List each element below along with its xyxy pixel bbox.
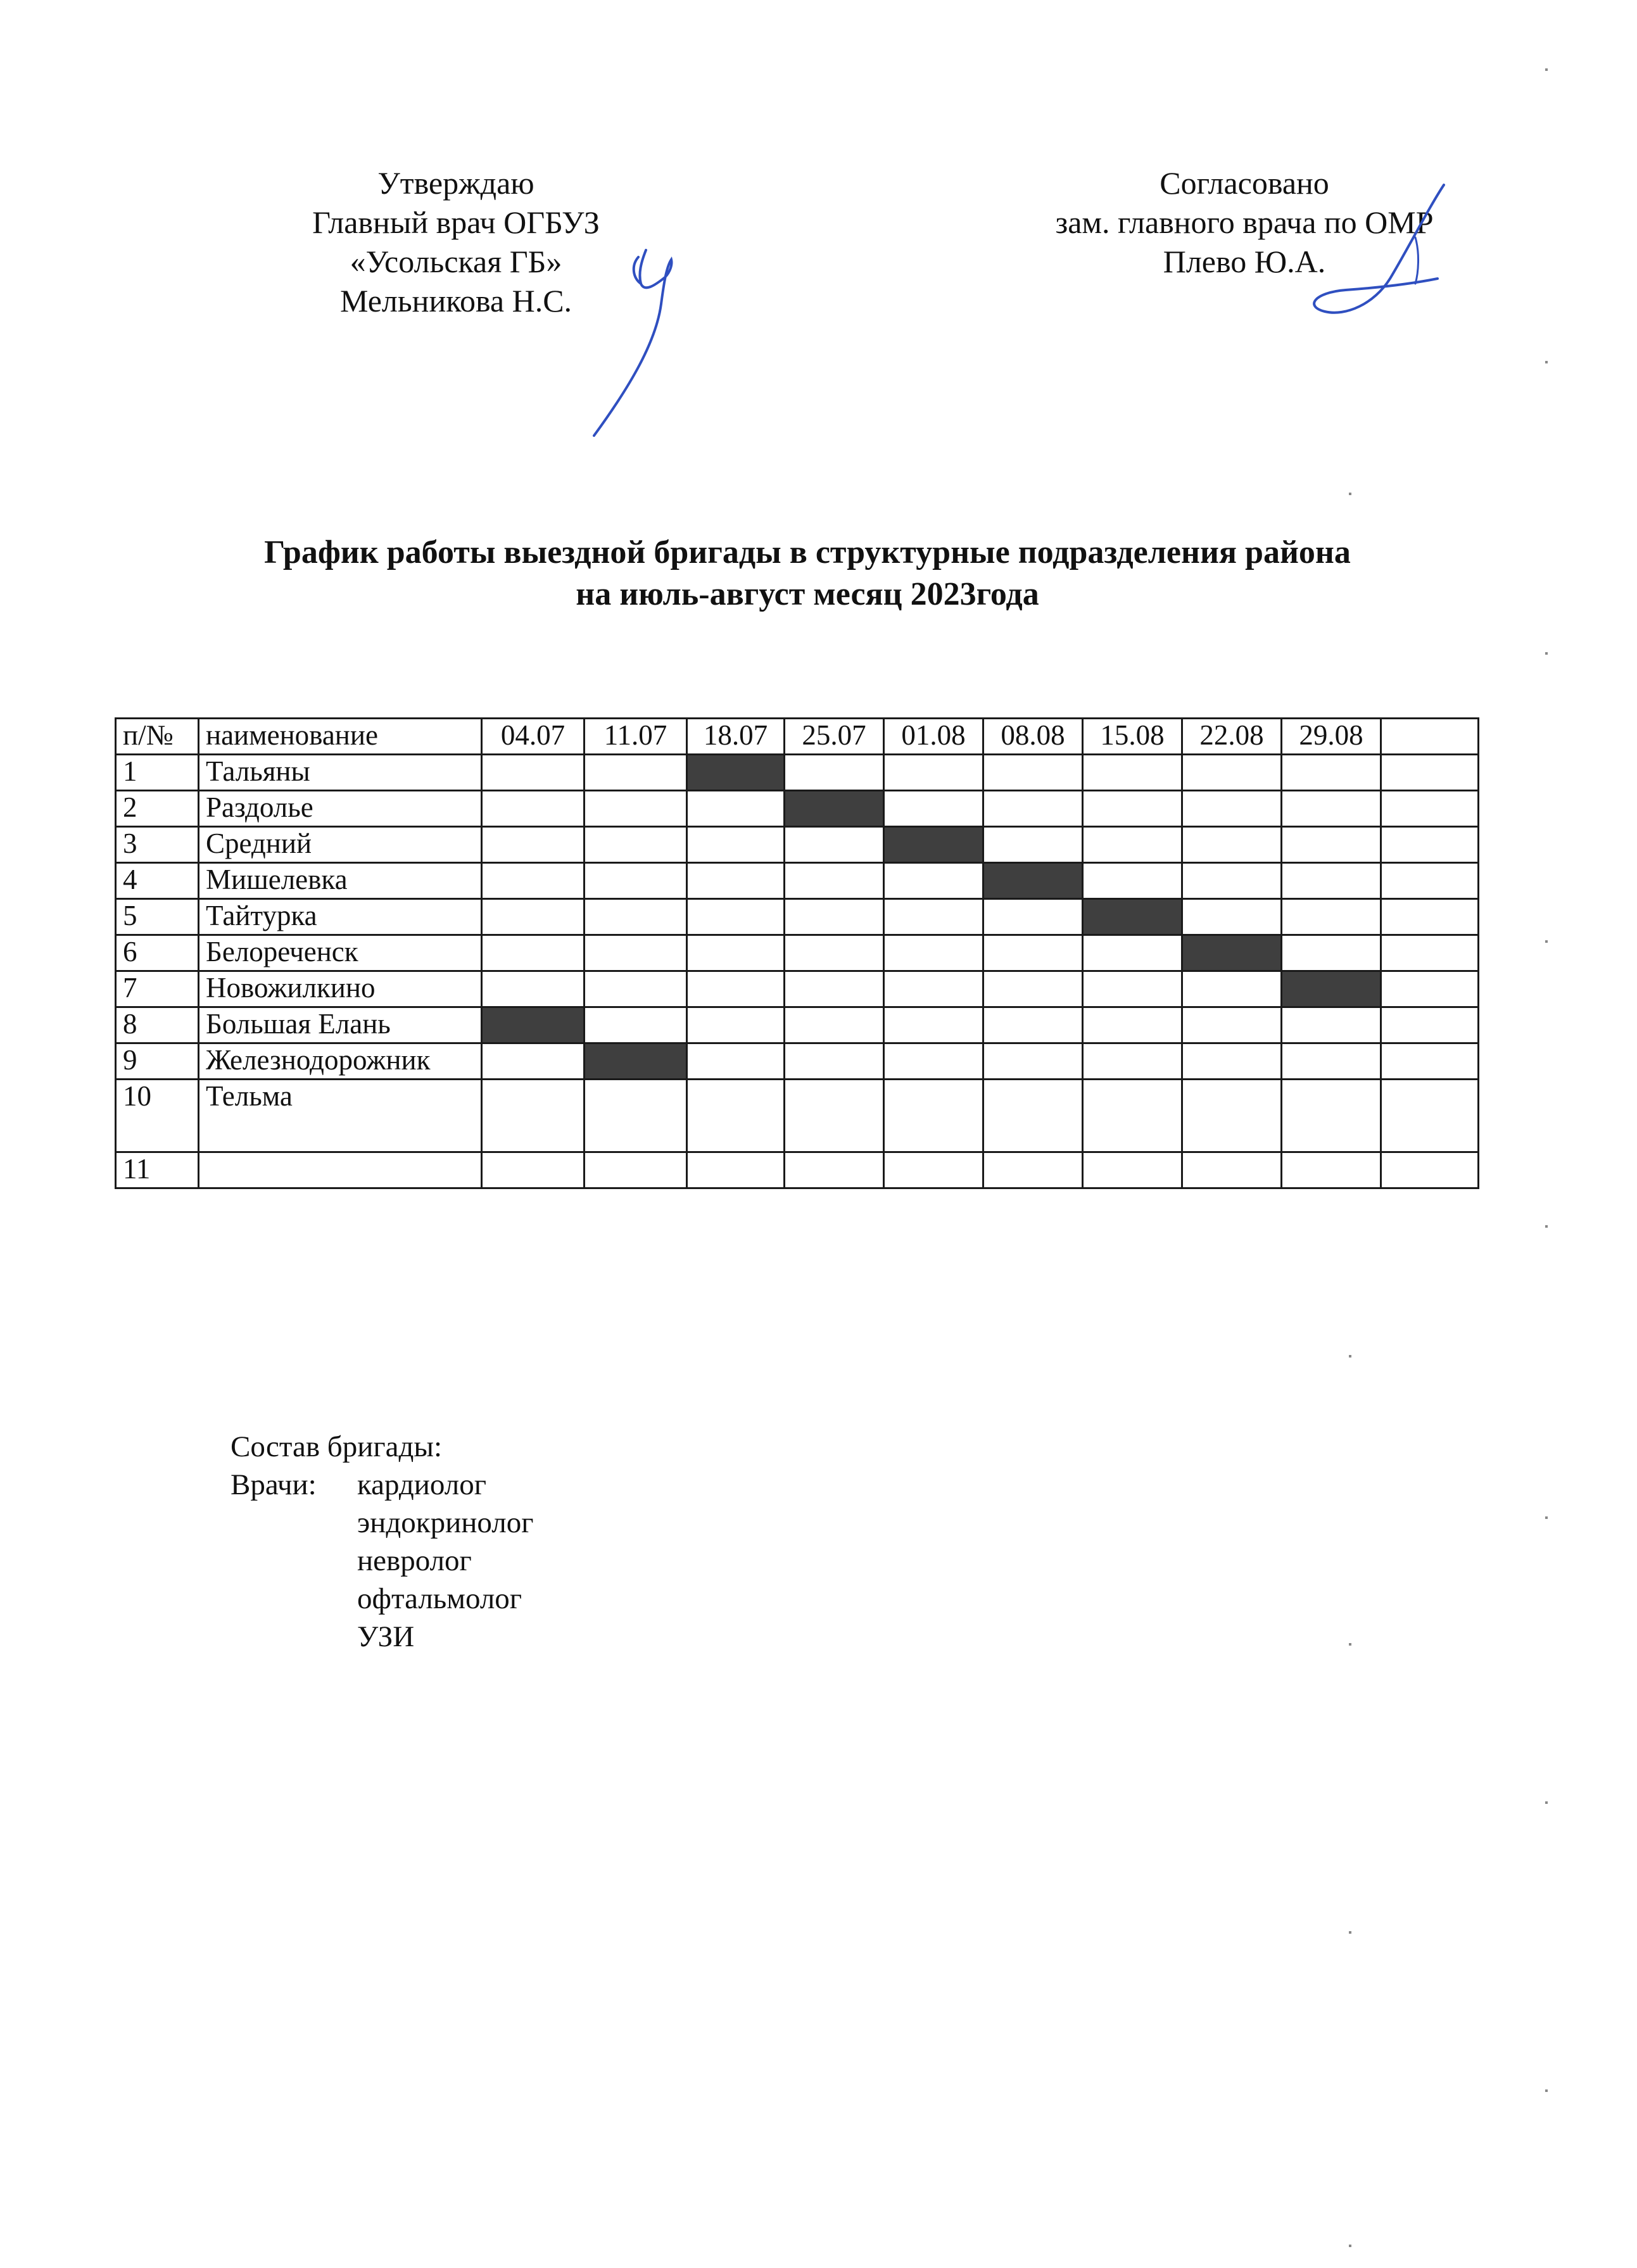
schedule-cell (482, 791, 585, 827)
table-header-row (116, 719, 1479, 755)
scan-dot (1545, 940, 1548, 943)
schedule-cell (1083, 1007, 1182, 1043)
schedule-cell (482, 935, 585, 971)
schedule-cell (983, 899, 1083, 935)
header-date: 01.08 (884, 719, 983, 755)
scan-dot (1349, 1931, 1351, 1934)
schedule-cell (482, 971, 585, 1007)
schedule-cell (687, 1152, 785, 1188)
table-row (116, 755, 1479, 791)
scan-dot (1545, 2089, 1548, 2092)
schedule-cell (585, 827, 687, 863)
schedule-cell (1182, 1043, 1282, 1080)
schedule-cell (1282, 1152, 1381, 1188)
schedule-cell (1182, 755, 1282, 791)
schedule-cell (1083, 1080, 1182, 1152)
schedule-cell (884, 1152, 983, 1188)
schedule-cell (1083, 1152, 1182, 1188)
header-date: 15.08 (1083, 719, 1182, 755)
schedule-cell (1381, 1007, 1479, 1043)
schedule-cell (687, 1080, 785, 1152)
schedule-cell (687, 791, 785, 827)
schedule-cell (687, 971, 785, 1007)
table-row (116, 1152, 1479, 1188)
schedule-cell (785, 935, 884, 971)
schedule-cell (983, 1152, 1083, 1188)
row-num: 9 (116, 1043, 199, 1080)
schedule-cell (1083, 935, 1182, 971)
row-num: 7 (116, 971, 199, 1007)
table-row (116, 971, 1479, 1007)
schedule-cell (1182, 1007, 1282, 1043)
schedule-cell (785, 755, 884, 791)
schedule-cell (884, 971, 983, 1007)
schedule-cell (482, 1043, 585, 1080)
header-date: 04.07 (482, 719, 585, 755)
schedule-cell (1381, 863, 1479, 899)
schedule-cell (1182, 827, 1282, 863)
title-line-2: на июль-август месяц 2023года (576, 576, 1039, 612)
schedule-cell (1182, 863, 1282, 899)
row-name: Железнодорожник (199, 1043, 482, 1080)
schedule-cell (1282, 791, 1381, 827)
row-name: Тальяны (199, 755, 482, 791)
scan-dot (1545, 1801, 1548, 1804)
table-row (116, 1080, 1479, 1152)
table-row (116, 899, 1479, 935)
schedule-cell (1381, 755, 1479, 791)
doctor-role: невролог (357, 1544, 472, 1577)
row-num: 8 (116, 1007, 199, 1043)
agreement-person: Плево Ю.А. (1163, 244, 1326, 279)
schedule-cell (884, 1043, 983, 1080)
schedule-cell-filled (1182, 935, 1282, 971)
schedule-cell (1381, 899, 1479, 935)
schedule-cell (785, 1080, 884, 1152)
schedule-cell (585, 1007, 687, 1043)
schedule-cell (785, 827, 884, 863)
schedule-cell (884, 1007, 983, 1043)
header-date: 11.07 (585, 719, 687, 755)
row-name: Средний (199, 827, 482, 863)
schedule-cell (884, 1080, 983, 1152)
table-row (116, 1043, 1479, 1080)
schedule-cell (687, 935, 785, 971)
agreement-position: зам. главного врача по ОМР (1055, 205, 1434, 240)
row-num: 3 (116, 827, 199, 863)
schedule-cell (785, 971, 884, 1007)
schedule-cell-filled (785, 791, 884, 827)
scan-dot (1545, 1516, 1548, 1519)
schedule-cell (1083, 827, 1182, 863)
schedule-cell (1182, 971, 1282, 1007)
row-name: Тайтурка (199, 899, 482, 935)
schedule-cell-filled (1083, 899, 1182, 935)
schedule-cell (1083, 791, 1182, 827)
schedule-cell (482, 899, 585, 935)
schedule-cell (585, 899, 687, 935)
schedule-cell-filled (482, 1007, 585, 1043)
schedule-cell (1282, 755, 1381, 791)
schedule-cell (983, 935, 1083, 971)
scan-dot (1545, 1225, 1548, 1228)
schedule-cell (983, 1043, 1083, 1080)
signature-left (570, 234, 709, 450)
header-date: 22.08 (1182, 719, 1282, 755)
schedule-cell-filled (585, 1043, 687, 1080)
schedule-cell (1381, 935, 1479, 971)
schedule-cell (983, 755, 1083, 791)
scan-dot (1349, 493, 1351, 495)
schedule-cell (482, 1152, 585, 1188)
row-num: 1 (116, 755, 199, 791)
approval-heading: Утверждаю (377, 165, 534, 201)
doctor-role: УЗИ (357, 1620, 415, 1653)
schedule-cell (585, 1152, 687, 1188)
schedule-cell (1182, 899, 1282, 935)
schedule-cell (785, 1007, 884, 1043)
row-num: 11 (116, 1152, 199, 1188)
header-date (1381, 719, 1479, 755)
header-date: 25.07 (785, 719, 884, 755)
schedule-cell (1182, 1152, 1282, 1188)
schedule-cell (1381, 791, 1479, 827)
schedule-cell (1282, 1080, 1381, 1152)
schedule-cell (1381, 1152, 1479, 1188)
approval-person: Мельникова Н.С. (339, 283, 572, 318)
schedule-cell (585, 971, 687, 1007)
row-num: 10 (116, 1080, 199, 1152)
row-num: 6 (116, 935, 199, 971)
approval-position: Главный врач ОГБУЗ «Усольская ГБ» (312, 205, 600, 279)
row-num: 4 (116, 863, 199, 899)
schedule-cell (884, 755, 983, 791)
schedule-cell (585, 1080, 687, 1152)
schedule-cell (585, 791, 687, 827)
scan-dot (1349, 2245, 1351, 2247)
doctor-role: кардиолог (357, 1468, 487, 1501)
schedule-cell (884, 899, 983, 935)
schedule-cell (1083, 755, 1182, 791)
schedule-cell (983, 971, 1083, 1007)
row-name: Большая Елань (199, 1007, 482, 1043)
agreement-heading: Согласовано (1160, 165, 1329, 201)
header-date: 18.07 (687, 719, 785, 755)
header-date: 29.08 (1282, 719, 1381, 755)
doctors-label: Врачи: (231, 1468, 317, 1501)
table-row (116, 863, 1479, 899)
schedule-cell (1381, 1043, 1479, 1080)
schedule-cell-filled (687, 755, 785, 791)
schedule-cell (1282, 1007, 1381, 1043)
schedule-cell (585, 935, 687, 971)
schedule-cell (1182, 1080, 1282, 1152)
table-row (116, 1007, 1479, 1043)
schedule-cell (785, 863, 884, 899)
schedule-cell (687, 1007, 785, 1043)
row-num: 2 (116, 791, 199, 827)
header-num: п/№ (116, 719, 199, 755)
schedule-cell (1282, 899, 1381, 935)
row-name: Раздолье (199, 791, 482, 827)
doctor-role: эндокринолог (357, 1506, 534, 1539)
table-row (116, 827, 1479, 863)
header-date: 08.08 (983, 719, 1083, 755)
scan-dot (1545, 652, 1548, 655)
schedule-cell (482, 863, 585, 899)
schedule-cell (1083, 971, 1182, 1007)
schedule-cell (482, 827, 585, 863)
schedule-cell (983, 1080, 1083, 1152)
scan-dot (1545, 68, 1548, 71)
schedule-cell-filled (1282, 971, 1381, 1007)
schedule-cell (983, 791, 1083, 827)
team-composition (231, 1428, 534, 1656)
table-row (116, 935, 1479, 971)
schedule-table (115, 717, 1479, 1189)
schedule-cell (884, 935, 983, 971)
schedule-cell (884, 863, 983, 899)
schedule-cell (1083, 863, 1182, 899)
schedule-cell (1381, 827, 1479, 863)
schedule-cell (1282, 863, 1381, 899)
schedule-cell (884, 791, 983, 827)
scan-dot (1545, 361, 1548, 363)
doctors-row (231, 1466, 534, 1504)
schedule-cell (1083, 1043, 1182, 1080)
title-line-1: График работы выездной бригады в структурные подразделения района (264, 534, 1351, 570)
schedule-cell (482, 755, 585, 791)
schedule-cell (983, 1007, 1083, 1043)
schedule-cell (1381, 971, 1479, 1007)
header-name: наименование (199, 719, 482, 755)
schedule-cell (687, 1043, 785, 1080)
schedule-cell (1282, 827, 1381, 863)
schedule-cell (1381, 1080, 1479, 1152)
schedule-cell-filled (884, 827, 983, 863)
schedule-cell (785, 1043, 884, 1080)
schedule-cell (785, 899, 884, 935)
document-title (190, 532, 1425, 615)
row-name: Мишелевка (199, 863, 482, 899)
schedule-cell (983, 827, 1083, 863)
schedule-cell (785, 1152, 884, 1188)
schedule-cell (482, 1080, 585, 1152)
doctor-role: офтальмолог (357, 1582, 522, 1615)
schedule-cell (585, 863, 687, 899)
schedule-cell-filled (983, 863, 1083, 899)
table-row (116, 791, 1479, 827)
team-heading: Состав бригады: (231, 1430, 443, 1463)
schedule-cell (687, 827, 785, 863)
signature-right (1286, 177, 1469, 329)
row-name: Новожилкино (199, 971, 482, 1007)
schedule-cell (1282, 935, 1381, 971)
row-name: Тельма (199, 1080, 482, 1152)
row-name (199, 1152, 482, 1188)
schedule-cell (1182, 791, 1282, 827)
row-num: 5 (116, 899, 199, 935)
row-name: Белореченск (199, 935, 482, 971)
schedule-cell (687, 899, 785, 935)
schedule-cell (585, 755, 687, 791)
schedule-cell (1282, 1043, 1381, 1080)
scan-dot (1349, 1355, 1351, 1358)
scan-dot (1349, 1643, 1351, 1646)
schedule-cell (687, 863, 785, 899)
